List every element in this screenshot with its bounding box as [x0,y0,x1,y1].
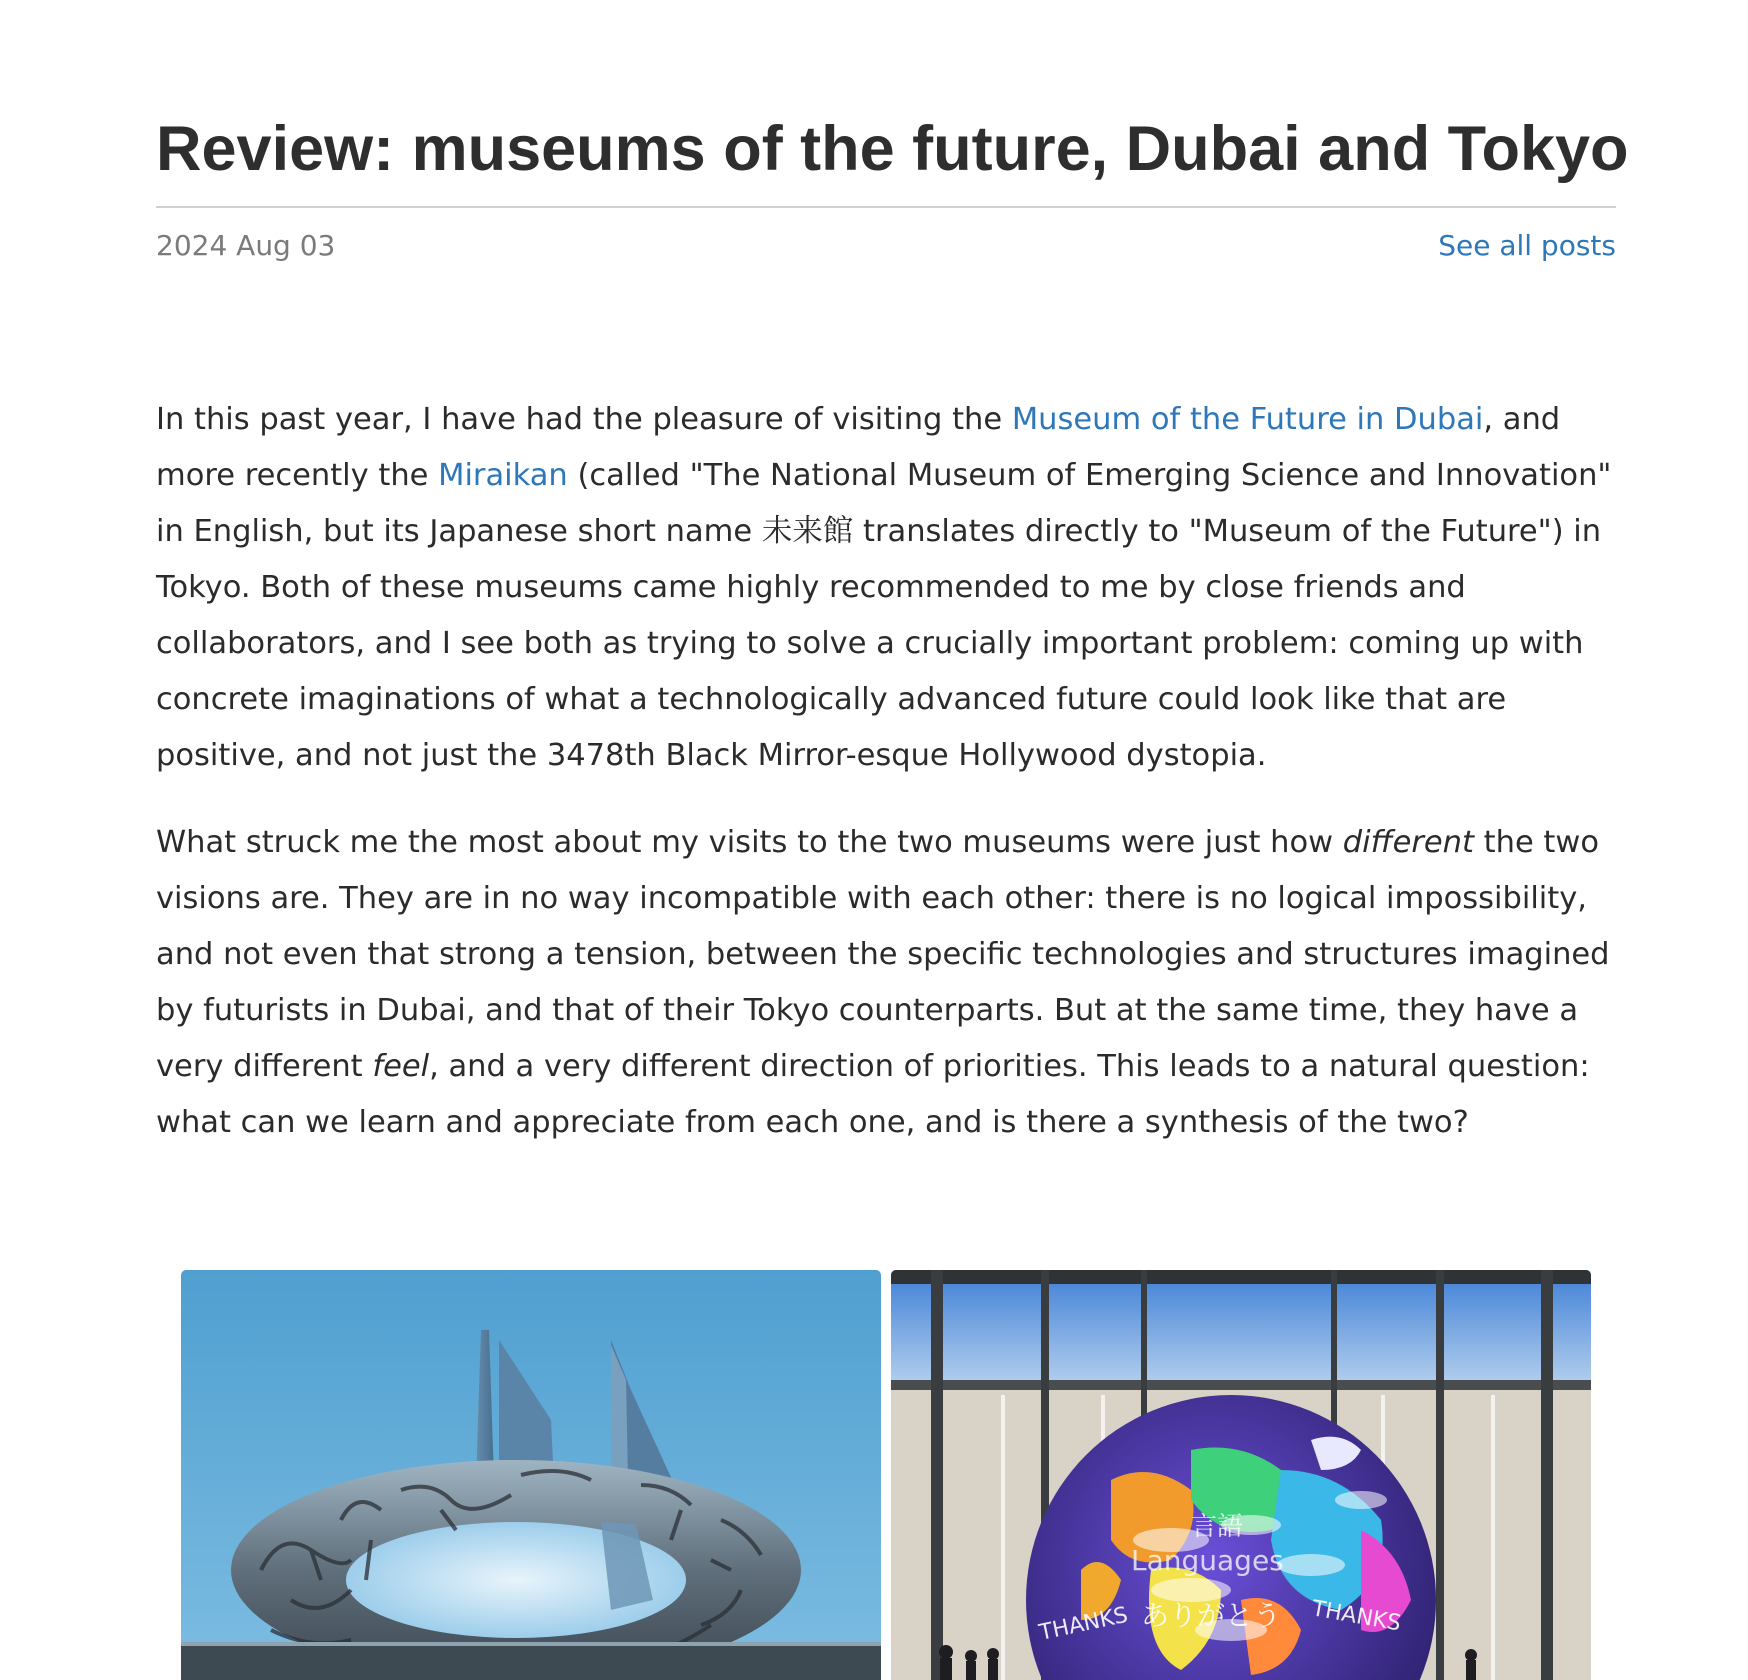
second-paragraph [156,815,1636,1151]
globe-label-thanks: THANKS [1037,1602,1131,1646]
photo-row [181,1270,1591,1680]
post-date: 2024 Aug 03 [156,229,336,262]
globe-label-kanji: 言語 [1191,1512,1244,1542]
see-all-posts-link[interactable]: See all posts [1438,229,1616,262]
paragraph-text: , and a very different direction of priorities. This leads to a natural question: what can we learn and appreciate from each one, and is there a synthesis of the two? [156,1049,1590,1140]
emphasis-text: feel [372,1049,430,1084]
globe-label-thanks-right: THANKS [1309,1596,1403,1637]
paragraph-text: What struck me the most about my visits to the two museums were just how [156,825,1343,860]
intro-paragraph [156,392,1636,784]
title-divider [156,206,1616,208]
page-title: Review: museums of the future, Dubai and Tokyo [156,114,1629,184]
globe-label-languages: Languages [1131,1544,1284,1577]
article-body [156,392,1636,1182]
paragraph-text: , and more recently the [156,402,1561,493]
miraikan-globe-photo [891,1270,1591,1680]
paragraph-text: (called "The National Museum of Emerging Science and Innovation" in English, but its Japanese short name 未来館 translates directly to "Museum of the Future") in Tokyo. Both of these museums came highly recommended to me by close friends and collaborators, and I see both as trying to solve a crucially important problem: coming up with concrete imaginations of what a technologically advanced future could look like that are positive, and not just the 3478th Black Mirror-esque Hollywood dystopia. [156,458,1612,773]
paragraph-text: the two visions are. They are in no way incompatible with each other: there is no logical impossibility, and not even that strong a tension, between the specific technologies and structures imagined by futurists in Dubai, and that of their Tokyo counterparts. But at the same time, they have a very different [156,825,1610,1084]
globe-label-arigatou: ありがとう [1141,1599,1282,1632]
miraikan-link[interactable]: Miraikan [438,458,568,493]
dubai-museum-photo [181,1270,881,1680]
paragraph-text: In this past year, I have had the pleasure of visiting the [156,402,1012,437]
emphasis-text: different [1342,825,1474,860]
museum-of-the-future-link[interactable]: Museum of the Future in Dubai [1011,402,1484,437]
